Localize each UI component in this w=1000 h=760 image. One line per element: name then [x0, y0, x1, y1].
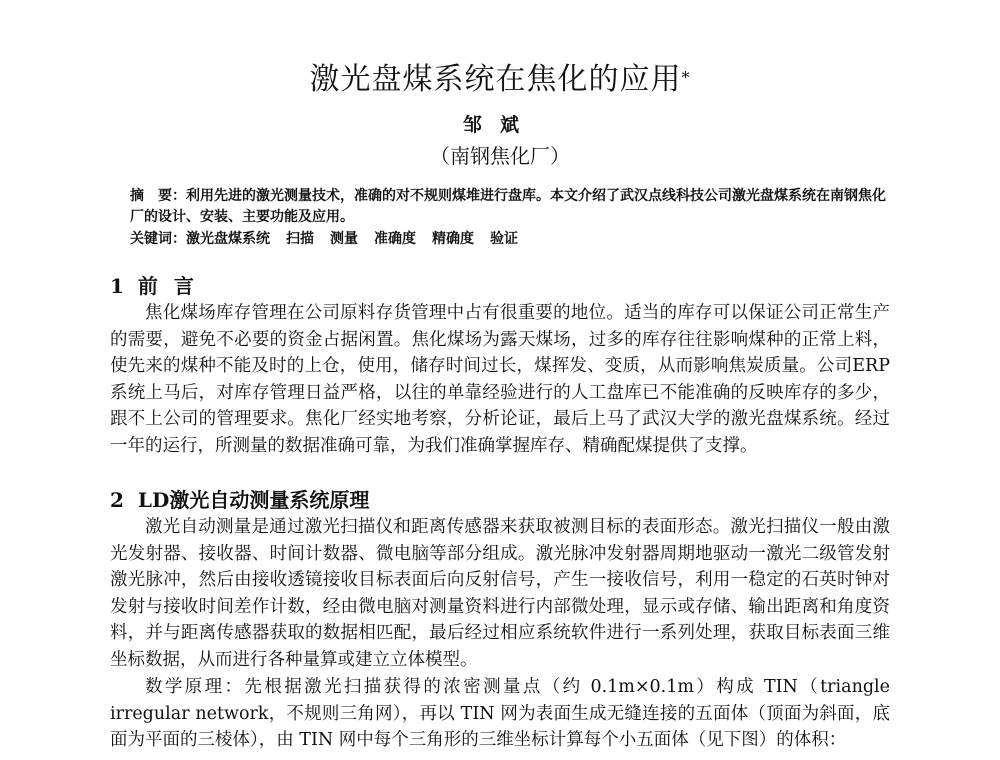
- section-title: 前言: [137, 274, 210, 298]
- abstract: [130, 186, 890, 228]
- keyword: 精确度: [432, 231, 474, 247]
- body-paragraph: 数学原理：先根据激光扫描获得的浓密测量点（约 0.1m×0.1m）构成 TIN（triangle irregular network，不规则三角网），再以 TIN 网为表面生成无缝连接的五面体（顶面为斜面，底面为平面的三棱体），由 TIN 网中每个三角形的三维坐标计算每个小五面体（见下图）的体积：: [110, 677, 890, 750]
- section-heading-1: [110, 272, 210, 300]
- keywords: [130, 229, 890, 250]
- abstract-text: 利用先进的激光测量技术，准确的对不规则煤堆进行盘库。本文介绍了武汉点线科技公司激光盘煤系统在南钢焦化厂的设计、安装、主要功能及应用。: [130, 188, 886, 225]
- body-paragraph: 焦化煤场库存管理在公司原料存货管理中占有很重要的地位。适当的库存可以保证公司正常生产的需要，避免不必要的资金占据闲置。焦化煤场为露天煤场，过多的库存往往影响煤种的正常上料，使先来的煤种不能及时的上仓，使用，储存时间过长，煤挥发、变质，从而影响焦炭质量。公司ERP系统上马后，对库存管理日益严格，以往的单靠经验进行的人工盘库已不能准确的反映库存的多少，跟不上公司的管理要求。焦化厂经实地考察，分析论证，最后上马了武汉大学的激光盘煤系统。经过一年的运行，所测量的数据准确可靠，为我们准确掌握库存、精确配煤提供了支撑。: [110, 303, 890, 456]
- paper-title: [0, 60, 1000, 100]
- abstract-label: 摘 要：: [130, 188, 186, 204]
- keyword: 激光盘煤系统: [186, 231, 270, 247]
- section-title: LD激光自动测量系统原理: [137, 488, 370, 512]
- section-heading-2: [110, 486, 369, 514]
- keywords-label: 关键词：: [130, 231, 186, 247]
- author-affiliation: （南钢焦化厂）: [430, 144, 570, 168]
- section-number: 1: [110, 274, 126, 298]
- title-footnote-mark: *: [681, 68, 691, 87]
- body-paragraph: 激光自动测量是通过激光扫描仪和距离传感器来获取被测目标的表面形态。激光扫描仪一般由激光发射器、接收器、时间计数器、微电脑等部分组成。激光脉冲发射器周期地驱动一激光二级管发射激光脉冲，然后由接收透镜接收目标表面后向反射信号，产生一接收信号，利用一稳定的石英时钟对发射与接收时间差作计数，经由微电脑对测量资料进行内部微处理，显示或存储、输出距离和角度资料，并与距离传感器获取的数据相匹配，最后经过相应系统软件进行一系列处理，获取目标表面三维坐标数据，从而进行各种量算或建立立体模型。: [110, 517, 890, 670]
- keyword: 测量: [330, 231, 358, 247]
- keyword: 准确度: [374, 231, 416, 247]
- keyword: 验证: [490, 231, 518, 247]
- section-number: 2: [110, 488, 124, 512]
- title-text: 激光盘煤系统在焦化的应用: [309, 62, 682, 97]
- keyword: 扫描: [286, 231, 314, 247]
- author-name: 邹斌: [462, 114, 537, 136]
